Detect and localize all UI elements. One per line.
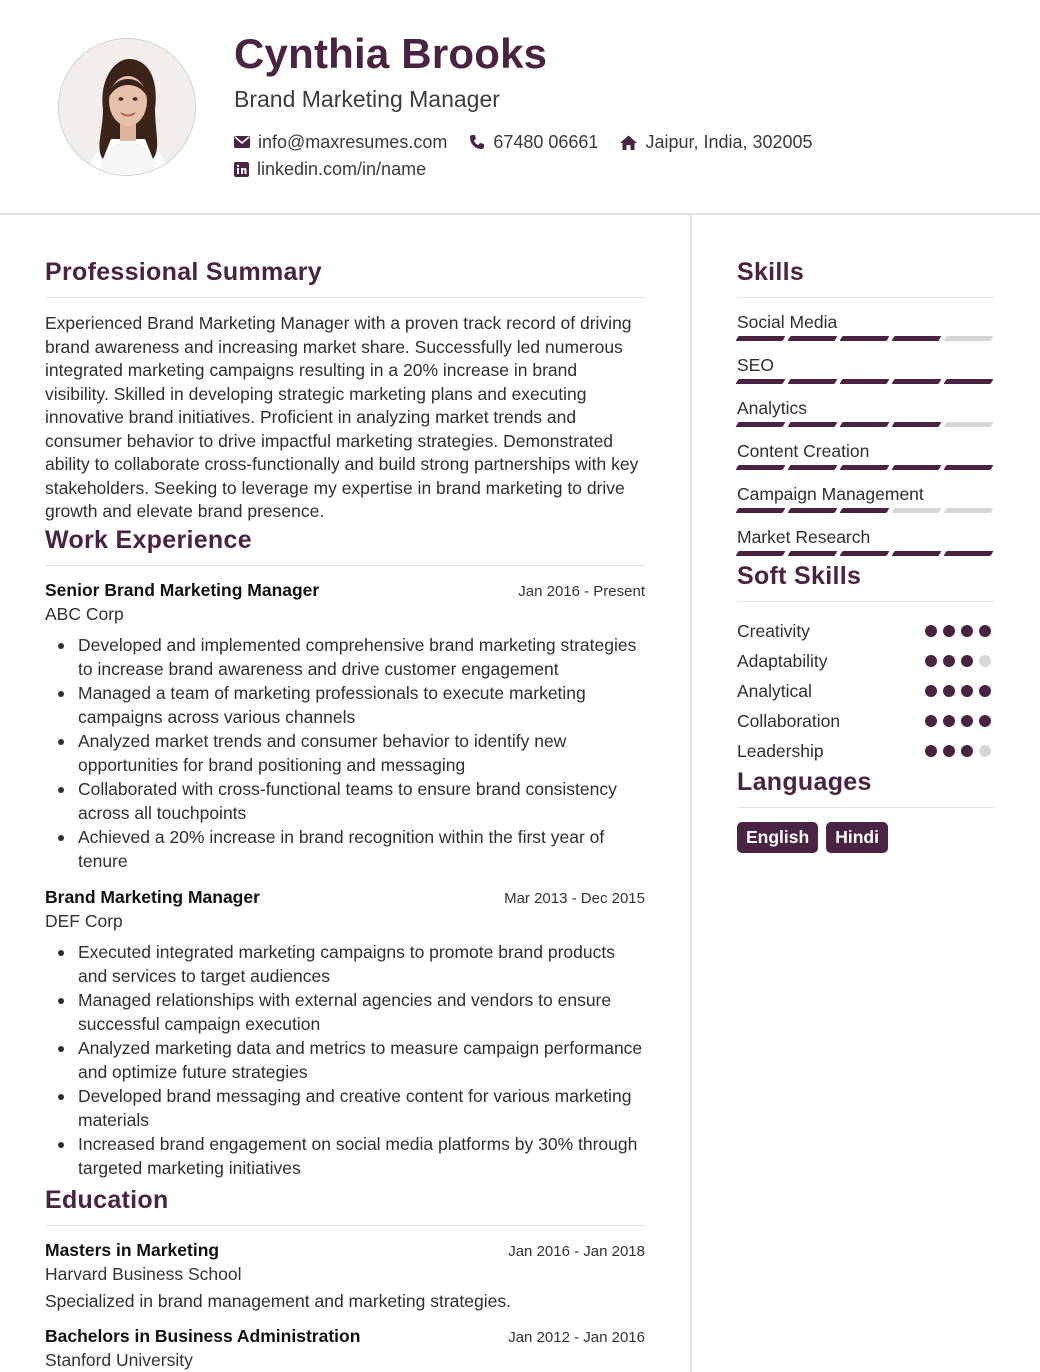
summary-text: Experienced Brand Marketing Manager with a proven track record of driving brand awareness and increasing market share. Successfully led numerous integrated marketing campaigns resulting in a 20% increase in brand visibility. Skilled in developing strategic marketing plans and executing innovative brand initiatives. Proficient in analyzing market trends and consumer behavior to drive impactful marketing strategies. Demonstrated ability to collaborate cross-functionally and build strong partnerships with key stakeholders. Seeking to leverage my expertise in brand marketing to drive growth and elevate brand presence. xyxy=(45,313,639,521)
contact-location: Jaipur, India, 302005 xyxy=(620,132,812,153)
soft-skill-item xyxy=(737,676,995,706)
job-bullet: Achieved a 20% increase in brand recognition within the first year of tenure xyxy=(45,825,645,873)
skill-level-segment xyxy=(736,465,786,470)
skill-level-segment xyxy=(944,551,994,556)
soft-skills-list xyxy=(737,616,995,766)
skill-name: Content Creation xyxy=(737,441,870,461)
skill-level-segment xyxy=(788,465,838,470)
soft-skill-name: Analytical xyxy=(737,680,812,701)
skill-item xyxy=(737,398,995,441)
education-date: Jan 2012 - Jan 2016 xyxy=(508,1328,645,1346)
skill-level-segment xyxy=(788,422,838,427)
candidate-title: Brand Marketing Manager xyxy=(234,86,500,112)
skill-level-segment xyxy=(736,508,786,513)
skill-level-segment xyxy=(788,551,838,556)
rating-dot xyxy=(925,655,937,667)
candidate-name: Cynthia Brooks xyxy=(234,30,548,77)
skill-level-segment xyxy=(788,379,838,384)
soft-skill-rating xyxy=(925,745,995,757)
rating-dot xyxy=(979,685,991,697)
job-bullets xyxy=(45,633,645,873)
education-school: Harvard Business School xyxy=(45,1263,242,1284)
resume-header xyxy=(0,0,1040,215)
skill-level-segment xyxy=(840,465,890,470)
skill-level-segment xyxy=(788,508,838,513)
rating-dot xyxy=(979,655,991,667)
skill-level-bar xyxy=(737,508,995,513)
job-bullet: Developed brand messaging and creative content for various marketing materials xyxy=(45,1084,645,1132)
rating-dot xyxy=(961,715,973,727)
rating-dot xyxy=(943,685,955,697)
skill-item xyxy=(737,355,995,398)
skill-name: Analytics xyxy=(737,398,808,418)
skill-item xyxy=(737,312,995,355)
rating-dot xyxy=(943,655,955,667)
education-school: Stanford University xyxy=(45,1349,193,1370)
skill-level-bar xyxy=(737,465,995,470)
skill-level-segment xyxy=(944,465,994,470)
main-column xyxy=(45,258,645,1372)
education-entry xyxy=(45,1240,645,1312)
rating-dot xyxy=(925,685,937,697)
rating-dot xyxy=(961,625,973,637)
job-bullet: Executed integrated marketing campaigns to promote brand products and services to target audiences xyxy=(45,940,645,988)
experience-heading: Work Experience xyxy=(45,526,645,566)
column-divider xyxy=(690,215,692,1372)
contact-phone[interactable]: 67480 06661 xyxy=(469,132,598,153)
rating-dot xyxy=(943,625,955,637)
skill-level-segment xyxy=(840,551,890,556)
skill-name: Market Research xyxy=(737,527,871,547)
soft-skill-name: Leadership xyxy=(737,740,824,761)
skill-level-bar xyxy=(737,379,995,384)
home-icon xyxy=(620,135,637,150)
rating-dot xyxy=(925,625,937,637)
education-degree: Bachelors in Business Administration xyxy=(45,1325,361,1346)
rating-dot xyxy=(925,745,937,757)
education-description: Specialized in brand management and marketing strategies. xyxy=(45,1290,511,1311)
skill-level-bar xyxy=(737,336,995,341)
job-bullet: Managed relationships with external agencies and vendors to ensure successful campaign execution xyxy=(45,988,645,1036)
soft-skill-name: Adaptability xyxy=(737,650,828,671)
skill-level-segment xyxy=(892,465,942,470)
education-header xyxy=(45,1240,645,1261)
skill-level-segment xyxy=(892,336,942,341)
job-company: DEF Corp xyxy=(45,910,123,931)
skill-level-segment xyxy=(944,508,994,513)
skill-level-segment xyxy=(944,379,994,384)
skill-name: SEO xyxy=(737,355,774,375)
contact-linkedin[interactable]: linkedin.com/in/name xyxy=(234,159,426,180)
skill-level-segment xyxy=(944,336,994,341)
skills-list xyxy=(737,312,995,570)
job-bullets xyxy=(45,940,645,1180)
soft-skill-item xyxy=(737,736,995,766)
education-entry xyxy=(45,1326,645,1371)
rating-dot xyxy=(925,715,937,727)
rating-dot xyxy=(979,715,991,727)
contact-info xyxy=(234,129,994,183)
rating-dot xyxy=(961,655,973,667)
job-title: Senior Brand Marketing Manager xyxy=(45,579,320,600)
skill-level-bar xyxy=(737,551,995,556)
soft-skill-item xyxy=(737,706,995,736)
language-badge: English xyxy=(737,822,818,853)
job-title: Brand Marketing Manager xyxy=(45,886,260,907)
language-badge: Hindi xyxy=(826,822,888,853)
summary-heading: Professional Summary xyxy=(45,258,645,298)
job-date: Mar 2013 - Dec 2015 xyxy=(504,889,645,907)
job-date: Jan 2016 - Present xyxy=(518,582,645,600)
skill-level-segment xyxy=(736,336,786,341)
job-entry xyxy=(45,887,645,1180)
rating-dot xyxy=(979,625,991,637)
skill-level-segment xyxy=(892,508,942,513)
languages-list xyxy=(737,822,995,853)
languages-heading: Languages xyxy=(737,768,995,808)
skill-level-segment xyxy=(736,379,786,384)
soft-skill-name: Creativity xyxy=(737,620,810,641)
contact-email[interactable]: info@maxresumes.com xyxy=(234,132,447,153)
skill-item xyxy=(737,441,995,484)
sidebar-column xyxy=(737,258,995,853)
job-company: ABC Corp xyxy=(45,603,124,624)
job-bullet: Increased brand engagement on social media platforms by 30% through targeted marketing initiatives xyxy=(45,1132,645,1180)
job-bullet: Developed and implemented comprehensive brand marketing strategies to increase brand awareness and drive customer engagement xyxy=(45,633,645,681)
skills-heading: Skills xyxy=(737,258,995,298)
skill-level-segment xyxy=(840,336,890,341)
rating-dot xyxy=(943,745,955,757)
job-bullet: Analyzed marketing data and metrics to measure campaign performance and optimize future strategies xyxy=(45,1036,645,1084)
soft-skill-item xyxy=(737,616,995,646)
skill-level-segment xyxy=(736,422,786,427)
rating-dot xyxy=(961,745,973,757)
skill-level-segment xyxy=(892,422,942,427)
skill-name: Social Media xyxy=(737,312,838,332)
skill-level-segment xyxy=(840,508,890,513)
phone-icon xyxy=(469,134,485,150)
soft-skill-item xyxy=(737,646,995,676)
skill-level-segment xyxy=(944,422,994,427)
soft-skills-heading: Soft Skills xyxy=(737,562,995,602)
soft-skill-rating xyxy=(925,655,995,667)
job-header xyxy=(45,580,645,601)
soft-skill-rating xyxy=(925,625,995,637)
envelope-icon xyxy=(234,135,250,149)
skill-level-bar xyxy=(737,422,995,427)
linkedin-icon xyxy=(234,162,249,177)
skill-level-segment xyxy=(788,336,838,341)
skill-name: Campaign Management xyxy=(737,484,924,504)
job-entry xyxy=(45,580,645,873)
job-bullet: Analyzed market trends and consumer behavior to identify new opportunities for brand positioning and messaging xyxy=(45,729,645,777)
profile-photo xyxy=(58,38,196,176)
skill-level-segment xyxy=(892,551,942,556)
education-header xyxy=(45,1326,645,1347)
job-bullet: Collaborated with cross-functional teams to ensure brand consistency across all touchpoints xyxy=(45,777,645,825)
education-list xyxy=(45,1240,645,1371)
education-date: Jan 2016 - Jan 2018 xyxy=(508,1242,645,1260)
soft-skill-name: Collaboration xyxy=(737,710,841,731)
education-degree: Masters in Marketing xyxy=(45,1239,220,1260)
soft-skill-rating xyxy=(925,715,995,727)
job-bullet: Managed a team of marketing professionals to execute marketing campaigns across various channels xyxy=(45,681,645,729)
education-heading: Education xyxy=(45,1186,645,1226)
skill-item xyxy=(737,484,995,527)
person-avatar-icon xyxy=(59,39,196,176)
rating-dot xyxy=(961,685,973,697)
job-header xyxy=(45,887,645,908)
skill-level-segment xyxy=(736,551,786,556)
skill-level-segment xyxy=(840,379,890,384)
soft-skill-rating xyxy=(925,685,995,697)
rating-dot xyxy=(943,715,955,727)
skill-level-segment xyxy=(892,379,942,384)
job-list xyxy=(45,580,645,1180)
rating-dot xyxy=(979,745,991,757)
skill-level-segment xyxy=(840,422,890,427)
